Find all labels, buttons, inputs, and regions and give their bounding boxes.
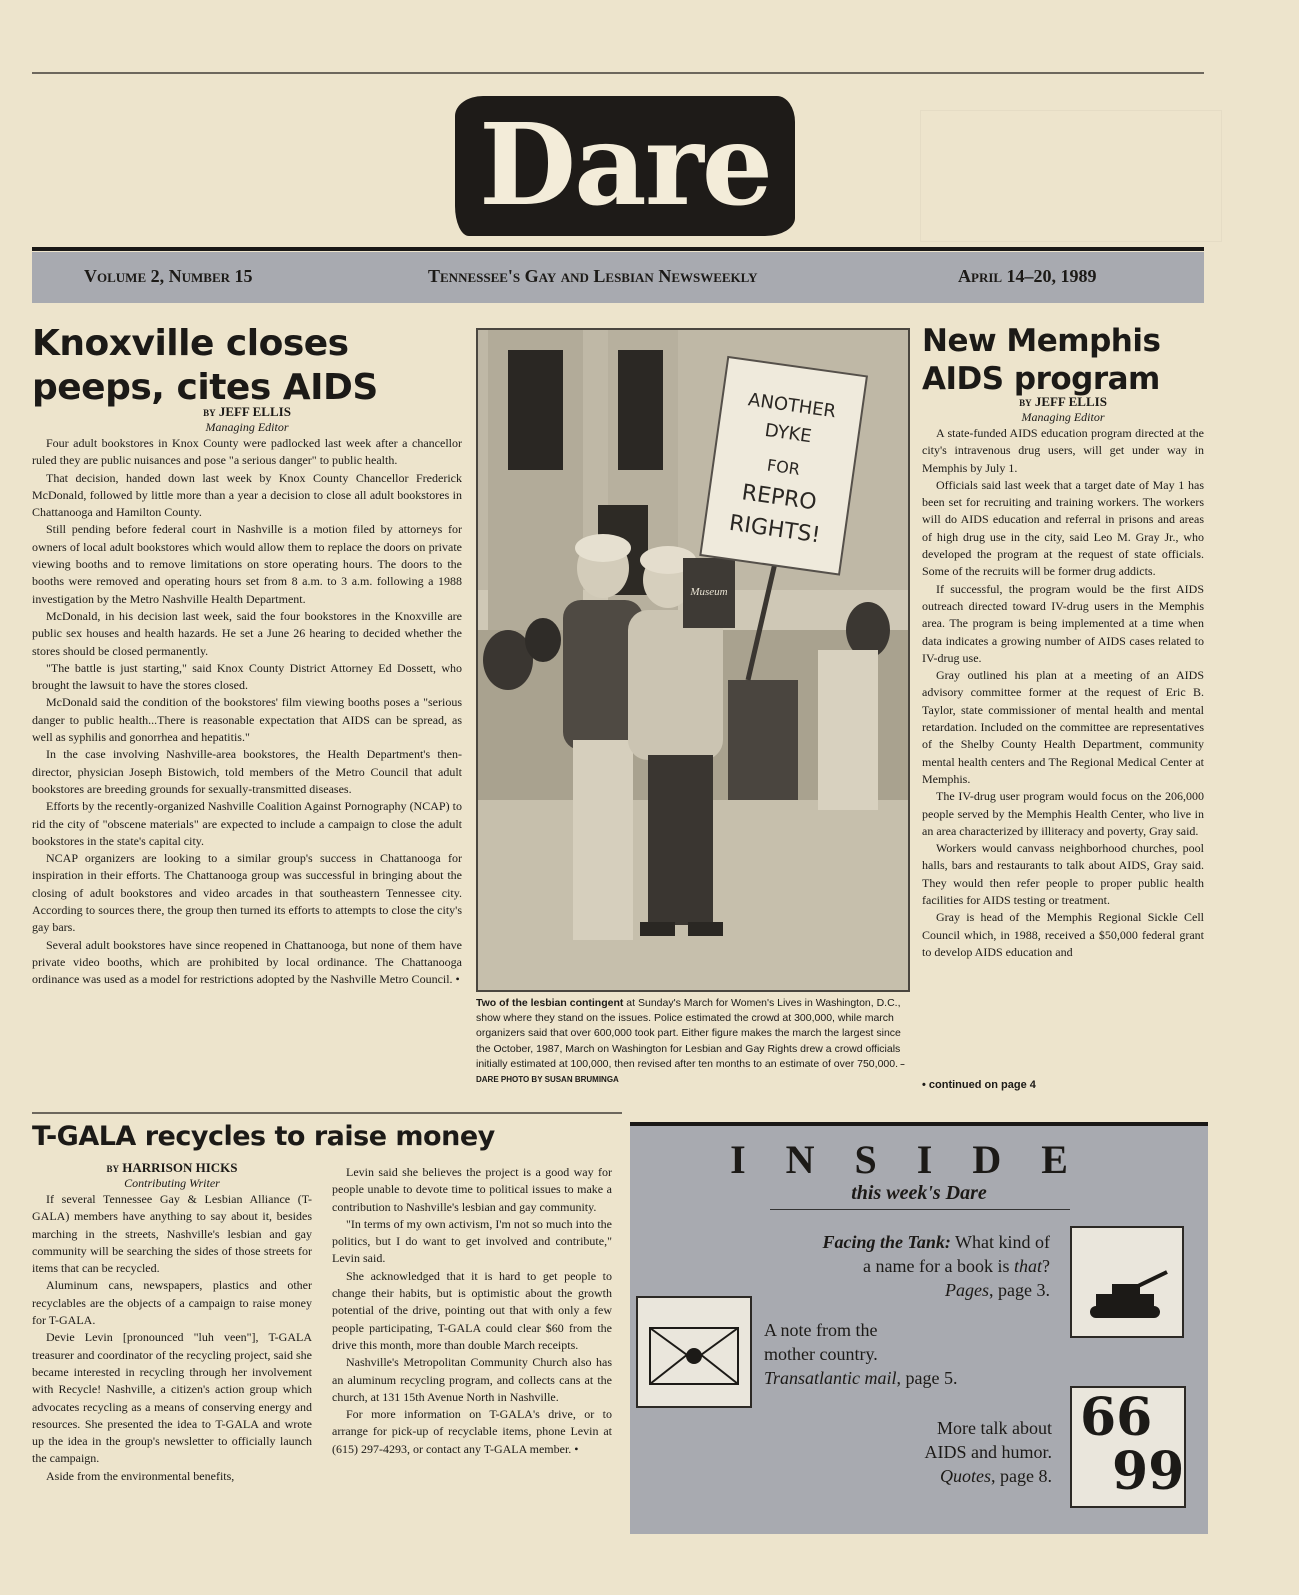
item-section: Quotes xyxy=(940,1466,992,1486)
article-tgala xyxy=(32,1120,622,1483)
sign-text: DYKE xyxy=(763,419,813,448)
article-body xyxy=(332,1164,612,1536)
section-rule xyxy=(32,1112,622,1114)
paragraph: Four adult bookstores in Knox County were padlocked last week after a chancellor ruled they are public nuisances and pose "a serious danger" to public health. xyxy=(32,436,462,468)
inside-item-quotes[interactable] xyxy=(790,1416,1052,1488)
item-page: , page 5. xyxy=(896,1368,958,1388)
article-memphis xyxy=(922,322,1204,1091)
envelope-icon xyxy=(638,1298,750,1406)
byline: by HARRISON HICKS xyxy=(106,1160,238,1175)
inside-box xyxy=(630,1126,1208,1534)
volume-number: Volume 2, Number 15 xyxy=(84,266,253,286)
sign-text: REPRO xyxy=(740,480,819,516)
paragraph: Levin said she believes the project is a good way for people unable to devote time to political issues to make a contribution to Nashville's lesbian and gay community. xyxy=(332,1165,612,1214)
paragraph: "The battle is just starting," said Knox County District Attorney Ed Dossett, who brought the lawsuit to have the stores closed. xyxy=(32,660,462,693)
tank-icon xyxy=(1072,1228,1182,1336)
inside-item-pages[interactable] xyxy=(730,1230,1050,1302)
paragraph: "In terms of my own activism, I'm not so much into the politics, but I do want to get involved and contribute," Levin said. xyxy=(332,1216,612,1266)
headline-line: AIDS program xyxy=(922,361,1160,397)
item-text: a name for a book is xyxy=(863,1256,1014,1276)
item-text: mother country. xyxy=(764,1344,878,1364)
paragraph: McDonald said the condition of the bookstores' film viewing booths poses a "serious danger to public health...There is reasonable expectation that AIDS can be spread, as well as syphilis and gonorrhea and hepatitis." xyxy=(32,695,462,745)
paragraph: Workers would canvass neighborhood churches, pool halls, bars and restaurants to talk about AIDS, Gray said. They would then refer people to proper public health facilities for AIDS testing or treatment. xyxy=(922,841,1204,908)
paragraph: McDonald, in his decision last week, said the four bookstores in the Knoxville are public sex houses and health hazards. He set a June 26 hearing to decided whether the stores should be closed permanently. xyxy=(32,608,462,658)
author-role: Contributing Writer xyxy=(124,1176,220,1190)
caption-body: at Sunday's March for Women's Lives in Washington, D.C., show where they stand on the issues. Police estimated the crowd at 300,000, while march organizers said that over 600,000 took part. Either figure makes the march the largest since the October, 1987, March on Washington for Lesbian and Gay Rights drew a crowd officials initially estimated at 100,000, then revised after ten months to an estimate of over 750,000. xyxy=(476,997,901,1070)
paragraph: For more information on T-GALA's drive, or to arrange for pick-up of recyclable items, phone Levin at (615) 297-4293, or contact any T-GALA member. • xyxy=(332,1407,612,1456)
paragraph: She acknowledged that it is hard to get people to change their habits, but is optimistic about the growth potential of the drive, pointing out that with only a few people participating, T-GALA could clear $60 from the drive this month, more than double March receipts. xyxy=(332,1268,612,1352)
paragraph: Devie Levin [pronounced "luh veen"], T-GALA treasurer and coordinator of the recycling project, said she became interested in recycling through her involvement with Recycle! Nashville, a citizen's action group which advocates recycling as a means of conserving energy and resources. She presented the idea to T-GALA and wrote up the idea in the group's newsletter to officially launch the campaign. xyxy=(32,1330,312,1466)
tank-illustration-box xyxy=(1070,1226,1184,1338)
paragraph: Nashville's Metropolitan Community Church also has an aluminum recycling program, and collects cans at the church, at 131 15th Avenue North in Nashville. xyxy=(332,1355,612,1404)
article-knoxville xyxy=(32,322,462,1075)
envelope-illustration-box xyxy=(636,1296,752,1408)
headline: T-GALA recycles to raise money xyxy=(32,1121,495,1152)
sign-text: RIGHTS! xyxy=(727,510,822,549)
item-page: , page 8. xyxy=(991,1466,1052,1486)
adjacent-page-bleed xyxy=(920,110,1222,242)
article-body xyxy=(922,425,1204,1079)
paragraph: If several Tennessee Gay & Lesbian Alliance (T-GALA) members have anything to say about it, besides marching in the streets, Nashville's lesbian and gay community will be searching the sides of those streets for items that can be recycled. xyxy=(32,1192,312,1276)
paragraph: Aluminum cans, newspapers, plastics and other recyclables are the objects of a campaign to raise money for T-GALA. xyxy=(32,1278,312,1328)
paragraph: Gray outlined his plan at a meeting of an AIDS advisory committee former at the request of Eric B. Taylor, state commissioner of mental health and mental retardation. Included on the committee are representatives of the Shelby County Health Department, community mental health centers and The Regional Medical Center at Memphis. xyxy=(922,668,1204,786)
paragraph: The IV-drug user program would focus on the 206,000 people served by the Memphis Health Center, who live in an area characterized by illiteracy and poverty, Gray said. xyxy=(922,789,1204,838)
paragraph: Gray is head of the Memphis Regional Sickle Cell Council which, in 1988, received a $50,000 federal grant to develop AIDS education and xyxy=(922,910,1204,959)
author-role: Managing Editor xyxy=(205,420,289,434)
article-column xyxy=(32,1160,312,1533)
paragraph: A state-funded AIDS education program directed at the city's intravenous drug users, will get under way in Memphis by July 1. xyxy=(922,426,1204,475)
photo-caption xyxy=(476,996,908,1087)
article-column xyxy=(332,1164,612,1536)
paragraph: If successful, the program would be the first AIDS outreach directed toward IV-drug users in the Memphis area. The program is being implemented at a time when data indicates a growing number of AIDS cases related to IV-drug use. xyxy=(922,581,1204,665)
item-page: , page 3. xyxy=(989,1280,1050,1300)
inside-title: INSIDE xyxy=(730,1137,1108,1182)
paragraph: Aside from the environmental benefits, xyxy=(46,1468,235,1483)
banner-rule xyxy=(32,247,1204,251)
sign-text: ANOTHER xyxy=(746,389,838,423)
top-rule xyxy=(32,72,1204,74)
paragraph: Officials said last week that a target date of May 1 has been set for recruiting and training workers. The workers will do AIDS education and referral in prisons and areas of high drug use in the city, said Leo M. Gray Jr., who developed the program at the request of state officials. Some of the recruits will be former drug addicts. xyxy=(922,477,1204,579)
quote-open-icon: 66 xyxy=(1080,1387,1153,1448)
tagline: Tennessee's Gay and Lesbian Newsweekly xyxy=(428,266,758,286)
sign-text: FOR xyxy=(765,455,802,479)
paragraph: Efforts by the recently-organized Nashville Coalition Against Pornography (NCAP) to rid the city of "obscene materials" are expected to include a campaign to close the adult bookstores in the state's capital city. xyxy=(32,799,462,848)
paragraph: Still pending before federal court in Nashville is a motion filed by attorneys for owners of local adult bookstores which would allow them to replace the doors on private viewing booths and to remove limitations on store operating hours. The doors to the booths were removed and operating hours set from 8 a.m. to 3 a.m. following a 1988 investigation by the Metro Nashville Health Department. xyxy=(32,522,462,606)
issue-date: April 14–20, 1989 xyxy=(958,266,1097,286)
item-text: More talk about xyxy=(937,1418,1052,1438)
quote-close-icon: 99 xyxy=(1112,1441,1185,1502)
article-body xyxy=(32,1191,312,1533)
march-photo xyxy=(476,328,910,992)
quotes-illustration-box xyxy=(1070,1386,1186,1508)
continued-note: • continued on page 4 xyxy=(922,1079,1036,1091)
item-text: ? xyxy=(1042,1256,1050,1276)
inside-subtitle: this week's Dare xyxy=(851,1182,987,1204)
byline: by JEFF ELLIS xyxy=(1019,394,1107,409)
masthead-logo: Dare xyxy=(455,96,795,236)
author-role: Managing Editor xyxy=(1021,410,1105,424)
item-text: AIDS and humor. xyxy=(924,1442,1052,1462)
paragraph: Several adult bookstores have since reopened in Chattanooga, but none of them have private video booths, which are prohibited by local ordinance. The Chattanooga ordinance was used as a model for restrictions adopted by the Nashville Metro Council. • xyxy=(32,937,462,987)
museum-sign-text: Museum xyxy=(690,586,728,598)
headline-line: peeps, cites AIDS xyxy=(32,367,378,408)
photo-illustration xyxy=(478,330,908,990)
paragraph: That decision, handed down last week by Knox County Chancellor Frederick McDonald, followed by little more than a year a decision to close all adult bookstores in Chattanooga and Hamilton County. xyxy=(32,470,462,520)
issue-banner xyxy=(32,252,1204,303)
paragraph: NCAP organizers are looking to a similar group's success in Chattanooga for inspiration in their efforts. The Chattanooga group was successful in bringing about the closing of adult bookstores and video arcades in that southeastern Tennessee city. According to sources there, the group then turned its efforts to attempts to close the city's gay bars. xyxy=(32,851,462,935)
item-section: Transatlantic mail xyxy=(764,1368,897,1388)
article-body xyxy=(32,435,462,1075)
item-lead: Facing the Tank: xyxy=(822,1232,951,1252)
item-section: Pages xyxy=(945,1280,990,1300)
caption-lead: Two of the lesbian contingent xyxy=(476,997,624,1009)
item-text: What kind of xyxy=(950,1232,1050,1252)
inside-item-transatlantic[interactable] xyxy=(764,1318,1064,1390)
byline: by JEFF ELLIS xyxy=(203,404,291,419)
headline xyxy=(32,322,462,410)
headline-line: Knoxville closes xyxy=(32,323,349,364)
item-text: A note from the xyxy=(764,1320,878,1340)
headline-line: New Memphis xyxy=(922,323,1161,359)
inside-divider xyxy=(770,1209,1070,1210)
paragraph: In the case involving Nashville-area bookstores, the Health Department's then-director, physician Joseph Bistowich, told members of the Metro Council that adult bookstores are breeding grounds for sexually-transmitted diseases. xyxy=(32,747,462,796)
item-emphasis: that xyxy=(1013,1256,1042,1276)
headline xyxy=(922,322,1204,398)
photo-credit: – DARE PHOTO BY SUSAN BRUMINGA xyxy=(476,1059,905,1085)
